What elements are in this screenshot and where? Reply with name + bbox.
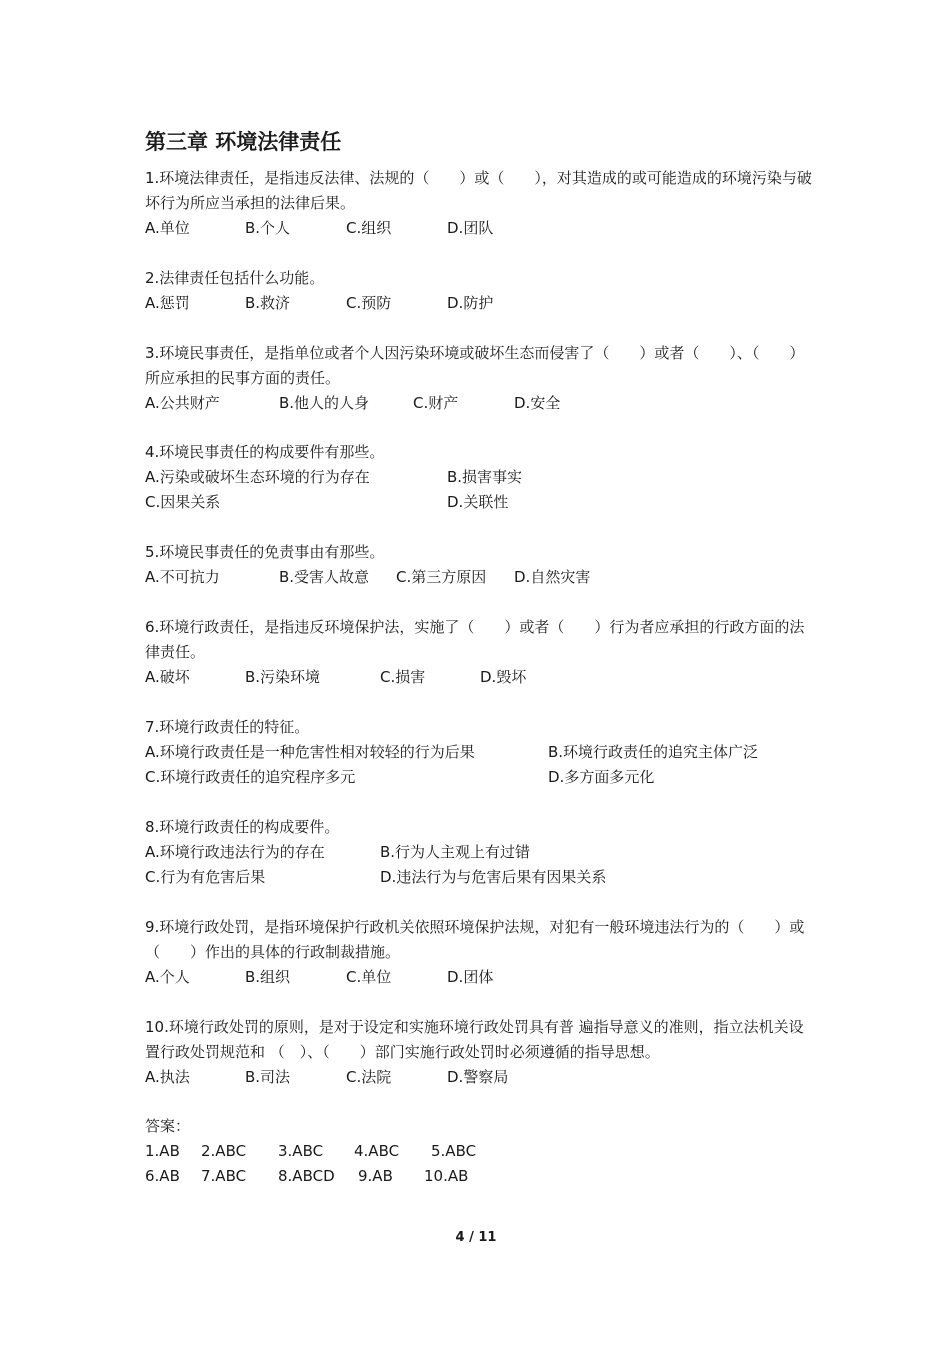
option-b: B.他人的人身	[279, 394, 370, 412]
option-a: A.环境行政违法行为的存在	[145, 843, 325, 861]
option-b: B.污染环境	[245, 668, 321, 686]
question-stem: 9.环境行政处罚，是指环境保护行政机关依照环境保护法规，对犯有一般环境违法行为的（ ）或（ ）作出的具体的行政制裁措施。	[145, 918, 805, 961]
question-stem: 4.环境民事责任的构成要件有那些。	[145, 443, 385, 461]
option-d: D.安全	[514, 394, 561, 412]
option-row	[145, 465, 817, 490]
option-b: B.救济	[245, 294, 291, 312]
option-row	[145, 490, 817, 515]
option-c: C.预防	[346, 294, 392, 312]
option-d: D.关联性	[447, 493, 509, 511]
answer-item: 2.ABC	[201, 1142, 247, 1160]
answer-item: 6.AB	[145, 1167, 180, 1185]
question-stem: 1.环境法律责任，是指违反法律、法规的（ ）或（ ），对其造成的或可能造成的环境污染与破坏行为所应当承担的法律后果。	[145, 169, 812, 212]
option-row	[145, 765, 817, 790]
answer-item: 8.ABCD	[278, 1167, 335, 1185]
option-d: D.团体	[447, 968, 494, 986]
question-7	[145, 715, 817, 790]
option-b: B.环境行政责任的追究主体广泛	[548, 743, 759, 761]
question-6	[145, 615, 817, 690]
question-stem: 2.法律责任包括什么功能。	[145, 269, 325, 287]
option-row	[145, 865, 817, 890]
option-a: A.单位	[145, 219, 190, 237]
option-a: A.污染或破坏生态环境的行为存在	[145, 468, 370, 486]
answer-item: 5.ABC	[431, 1142, 477, 1160]
question-stem: 3.环境民事责任，是指单位或者个人因污染环境或破坏生态而侵害了（ ）或者（ ）、（ ）所应承担的民事方面的责任。	[145, 344, 805, 387]
option-b: B.个人	[245, 219, 291, 237]
option-d: D.违法行为与危害后果有因果关系	[380, 868, 607, 886]
question-3	[145, 341, 817, 416]
option-row	[145, 291, 817, 316]
option-d: D.自然灾害	[514, 568, 591, 586]
option-c: C.单位	[346, 968, 392, 986]
answer-item: 3.ABC	[278, 1142, 324, 1160]
question-8	[145, 815, 817, 890]
option-a: A.破坏	[145, 668, 190, 686]
answers-row	[145, 1164, 645, 1189]
question-stem: 6.环境行政责任，是指违反环境保护法，实施了（ ）或者（ ）行为者应承担的行政方面的法律责任。	[145, 618, 805, 661]
option-a: A.环境行政责任是一种危害性相对较轻的行为后果	[145, 743, 475, 761]
option-c: C.第三方原因	[396, 568, 487, 586]
option-d: D.警察局	[447, 1068, 509, 1086]
question-9	[145, 915, 817, 990]
question-2	[145, 266, 817, 316]
answers-row	[145, 1139, 645, 1164]
option-a: A.公共财产	[145, 394, 220, 412]
option-c: C.组织	[346, 219, 392, 237]
option-c: C.法院	[346, 1068, 392, 1086]
question-5	[145, 540, 817, 590]
option-row	[145, 565, 817, 590]
option-d: D.毁坏	[480, 668, 527, 686]
option-d: D.防护	[447, 294, 494, 312]
option-row	[145, 665, 817, 690]
option-b: B.损害事实	[447, 468, 523, 486]
option-b: B.组织	[245, 968, 291, 986]
option-c: C.损害	[380, 668, 426, 686]
option-row	[145, 1065, 817, 1090]
question-4	[145, 440, 817, 515]
question-stem: 5.环境民事责任的免责事由有那些。	[145, 543, 385, 561]
option-b: B.受害人故意	[279, 568, 370, 586]
option-row	[145, 965, 817, 990]
option-row	[145, 216, 817, 241]
option-a: A.不可抗力	[145, 568, 220, 586]
option-row	[145, 391, 817, 416]
option-a: A.执法	[145, 1068, 190, 1086]
answers-label: 答案：	[145, 1117, 191, 1135]
page-number: 4 / 11	[455, 1230, 497, 1245]
chapter-title: 第三章 环境法律责任	[145, 130, 342, 154]
question-stem: 8.环境行政责任的构成要件。	[145, 818, 340, 836]
option-a: A.个人	[145, 968, 190, 986]
question-stem: 7.环境行政责任的特征。	[145, 718, 310, 736]
question-1	[145, 166, 817, 241]
option-c: C.环境行政责任的追究程序多元	[145, 768, 356, 786]
answer-item: 4.ABC	[354, 1142, 400, 1160]
option-c: C.行为有危害后果	[145, 868, 266, 886]
question-10	[145, 1015, 817, 1090]
answer-item: 1.AB	[145, 1142, 180, 1160]
option-c: C.因果关系	[145, 493, 221, 511]
option-d: D.团队	[447, 219, 494, 237]
option-row	[145, 840, 817, 865]
answer-item: 9.AB	[358, 1167, 393, 1185]
option-c: C.财产	[413, 394, 459, 412]
question-stem: 10.环境行政处罚的原则，是对于设定和实施环境行政处罚具有普 遍指导意义的准则，指立法机关设置行政处罚规范和 （ ）、（ ）部门实施行政处罚时必须遵循的指导思想。	[145, 1018, 804, 1061]
option-d: D.多方面多元化	[548, 768, 655, 786]
option-a: A.惩罚	[145, 294, 190, 312]
option-row	[145, 740, 817, 765]
option-b: B.司法	[245, 1068, 291, 1086]
answer-item: 7.ABC	[201, 1167, 247, 1185]
option-b: B.行为人主观上有过错	[380, 843, 531, 861]
answer-item: 10.AB	[424, 1167, 469, 1185]
